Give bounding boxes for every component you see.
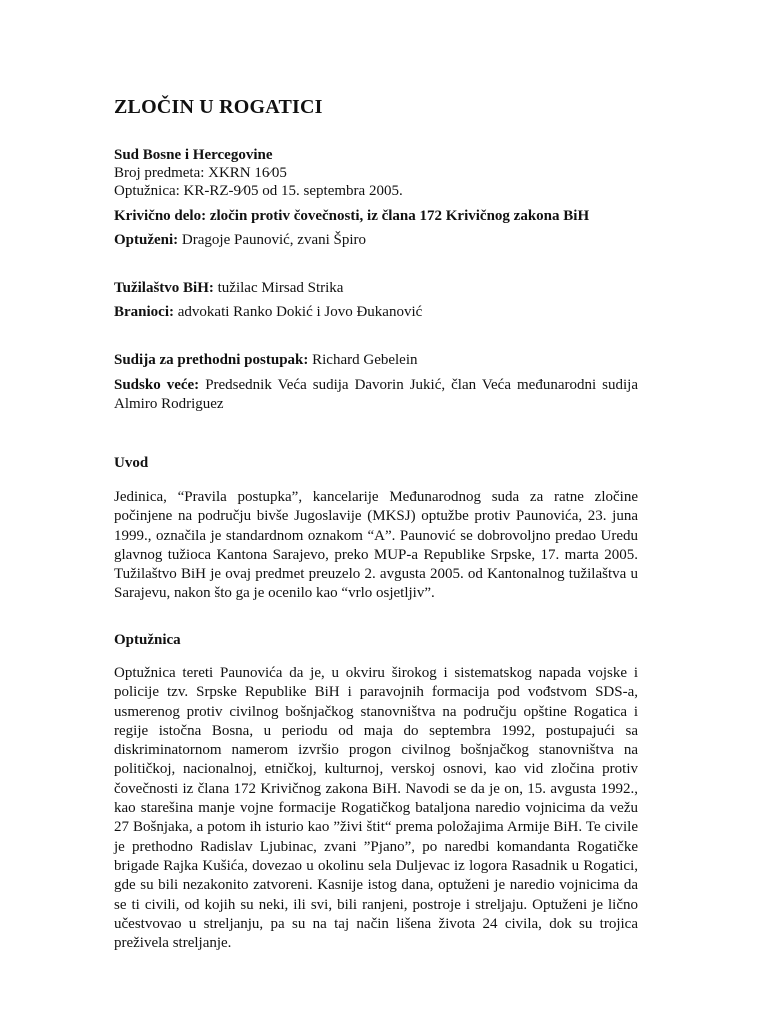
prosecution-line (114, 279, 343, 298)
case-number: Broj predmeta: XKRN 16⁄05 (114, 165, 287, 181)
indictment-reference: Optužnica: KR-RZ-9⁄05 od 15. septembra 2005. (114, 183, 403, 199)
accused-label: Optuženi: (114, 232, 179, 248)
judge-line (114, 351, 418, 370)
panel-paragraph (114, 376, 638, 415)
accused-line (114, 231, 366, 250)
defense-line (114, 303, 422, 322)
prosecution-value: tužilac Mirsad Strika (213, 280, 344, 296)
court-name: Sud Bosne i Hercegovine (114, 147, 273, 163)
indictment-paragraph: Optužnica tereti Paunovića da je, u okviru širokog i sistematskog napada vojske i policije tzv. Srpske Republike BiH i paravojnih formacija pod vođstvom SDS-a, usmerenog protiv civilnog bošnjačkog stanovništva na području opštine Rogatica i regije istočna Bosna, u periodu od maja do septembra 1992, postupajući sa diskriminatornom namerom izvršio progon civilnog bošnjačkog stanovništva na političkoj, nacionalnoj, etničkoj, kulturnoj, verskoj osnovi, kao vid zločina protiv čovečnosti iz člana 172 Krivičnog zakona BiH. Navodi se da je on, 15. avgusta 1992., kao starešina manje vojne formacije Rogatičkog bataljona naredio vojnicima da vežu 27 Bošnjaka, a potom ih isturio kao ”živi štit“ prema položajima Armije BiH. Te civile je prethodno Radislav Ljubinac, zvani ”Pjano”, po naredbi komandanta Rogatičke brigade Rajka Kušića, dovezao u okolinu sela Duljevac iz logora Rasadnik u Rogatici, gde su bili nezakonito zatvoreni. Kasnije istog dana, optuženi je naredio vojnicima da se ti civili, od kojih su neki, ili svi, bili ranjeni, postroje i streljaju. Optuženi je lično učestvovao u streljanju, pa su na taj način lišena života 24 civila, dok su trojica preživela streljanje. (114, 665, 638, 952)
prosecution-label: Tužilaštvo BiH: (114, 280, 214, 296)
defense-value: advokati Ranko Dokić i Jovo Đukanović (174, 304, 423, 320)
accused-value: Dragoje Paunović, zvani Špiro (178, 232, 367, 248)
judge-value: Richard Gebelein (308, 352, 418, 368)
panel-label: Sudsko veće: (114, 377, 200, 393)
document-title: ZLOČIN U ROGATICI (114, 96, 323, 118)
panel-value: Predsednik Veća sudija Davorin Jukić, član Veća međunarodni sudija Almiro Rodriguez (114, 377, 638, 413)
judge-label: Sudija za prethodni postupak: (114, 352, 309, 368)
defense-label: Branioci: (114, 304, 174, 320)
intro-heading: Uvod (114, 455, 149, 471)
indictment-heading: Optužnica (114, 632, 181, 648)
offense-line: Krivično delo: zločin protiv čovečnosti, iz člana 172 Krivičnog zakona BiH (114, 208, 590, 224)
intro-paragraph: Jedinica, “Pravila postupka”, kancelarije Međunarodnog suda za ratne zločine počinjene na području bivše Jugoslavije (MKSJ) optužbe protiv Paunovića, 23. juna 1999., označila je standardnom oznakom “A”. Paunović se dobrovoljno predao Uredu glavnog tužioca Kantona Sarajevo, preko MUP-a Republike Srpske, 17. marta 2005. Tužilaštvo BiH je ovaj predmet preuzelo 2. avgusta 2005. od Kantonalnog tužilaštva u Sarajevu, nakon što ga je ocenilo kao “vrlo osjetljiv”. (114, 489, 638, 602)
